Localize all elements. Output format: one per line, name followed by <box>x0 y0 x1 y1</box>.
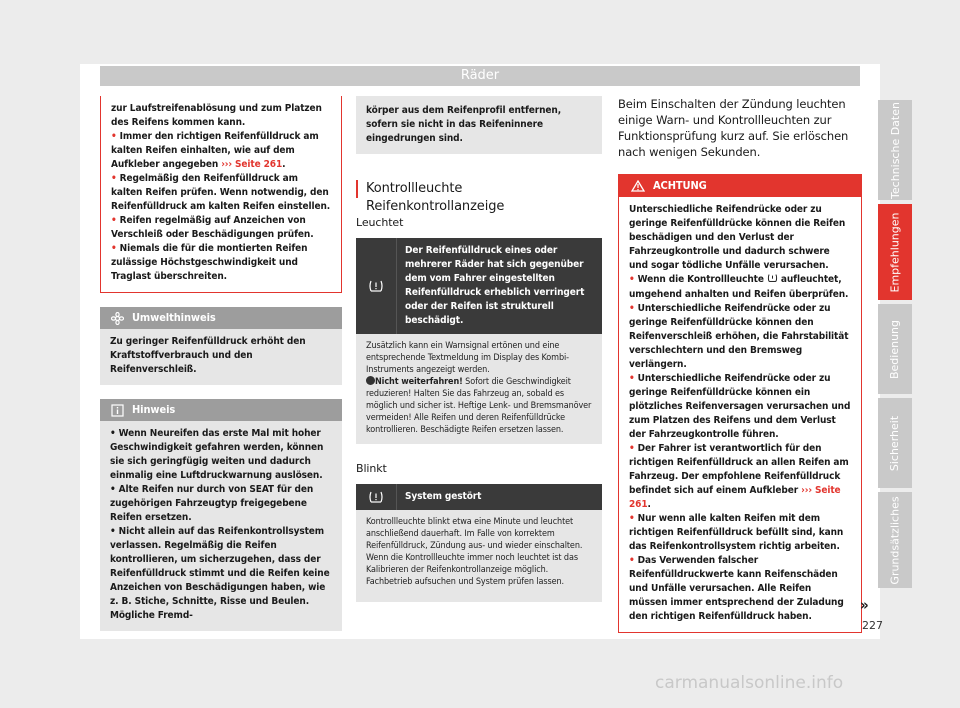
warning-item: • Immer den richtigen Reifenfülldruck am kalten Reifen einhalten, wie auf dem Aufkleber angegeben ››› Seite 261. <box>111 131 319 170</box>
tab-bedienung[interactable]: Bedienung <box>878 304 912 394</box>
environment-note-header <box>100 307 342 329</box>
hint-item: • Wenn Neureifen das erste Mal mit hoher Geschwindigkeit gefahren werden, können sie sich geringfügig weiten und dadurch einmalig eine Luftdruckwarnung auslösen. <box>110 428 324 481</box>
caution-item: • Unterschiedliche Reifendrücke oder zu geringe Reifenfülldrücke können den Reifenverschleiß erhöhen, die Fahrstabilität verschlechtern und den Bremsweg verlängern. <box>629 303 849 370</box>
hint-item: • Alte Reifen nur durch von SEAT für den zugehörigen Fahrzeugtyp freigegebene Reifen ersetzen. <box>110 484 314 523</box>
tab-technische-daten[interactable]: Technische Daten <box>878 100 912 200</box>
column-2 <box>356 96 602 602</box>
caution-item: • Nur wenn alle kalten Reifen mit dem richtigen Reifenfülldruck befüllt sind, kann das Reifenkontrollsystem richtig arbeiten. <box>629 513 844 552</box>
blinks-details: Kontrollleuchte blinkt etwa eine Minute und leuchtet anschließend dauerhaft. Im Falle von korrektem Reifenfülldruck, Zündung aus- und wieder einschalten. Wenn die Kontrollleuchte immer noch leuchtet ist das Kalibrieren der Reifenkontrollanzeige möglich. Fachbetrieb aufsuchen und System prüfen lassen. <box>356 510 602 602</box>
caution-title: ACHTUNG <box>653 179 707 192</box>
hint-header <box>100 399 342 421</box>
warning-item: • Reifen regelmäßig auf Anzeichen von Verschleiß oder Beschädigungen prüfen. <box>111 215 314 240</box>
lights-row <box>356 238 602 334</box>
column-1 <box>100 96 342 631</box>
warning-box-continued <box>100 96 342 293</box>
tire-pressure-icon <box>356 238 396 334</box>
environment-note-box <box>100 307 342 385</box>
lights-description: Der Reifenfülldruck eines oder mehrerer Räder hat sich gegenüber dem vom Fahrer eingestellten Reifenfülldruck erheblich verringert oder der Reifen ist strukturell beschädigt. <box>396 238 602 334</box>
caution-body <box>619 197 861 632</box>
tab-empfehlungen[interactable]: Empfehlungen <box>878 204 912 300</box>
blinks-row <box>356 484 602 510</box>
watermark: carmanualsonline.info <box>655 673 844 693</box>
lights-table <box>356 238 602 444</box>
section-title: Kontrollleuchte Reifenkontrollanzeige <box>356 180 602 198</box>
tab-grundsaetzliches[interactable]: Grundsätzliches <box>878 492 912 588</box>
continue-arrow: » <box>860 596 869 614</box>
warning-intro: zur Laufstreifenablösung und zum Platzen des Reifens kommen kann. <box>111 103 322 128</box>
tire-pressure-icon <box>356 484 396 510</box>
tab-sicherheit[interactable]: Sicherheit <box>878 398 912 488</box>
column-3 <box>618 96 862 633</box>
caution-item: • Wenn die Kontrollleuchte aufleuchtet, umgehend anhalten und Reifen überprüfen. <box>629 274 849 300</box>
warning-triangle-icon <box>631 180 645 192</box>
hint-body <box>100 421 342 631</box>
caution-item: • Das Verwenden falscher Reifenfülldruckwerte kann Reifenschäden und Unfälle verursachen. Alle Reifen müssen immer entsprechend der Zuladung den richtigen Reifenfülldruck haben. <box>629 555 844 622</box>
environment-note-body: Zu geringer Reifenfülldruck erhöht den Kraftstoffverbrauch und den Reifenverschleiß. <box>110 336 306 375</box>
caution-item: • Der Fahrer ist verantwortlich für den richtigen Reifenfülldruck an allen Reifen am Fahrzeug. Der empfohlene Reifenfülldruck befindet sich auf einem Aufkleber ››› Seite 261. <box>629 443 849 510</box>
intro-text: Beim Einschalten der Zündung leuchten einige Warn- und Kontrollleuchten zur Funktionsprüfung kurz auf. Sie erlöschen nach wenigen Sekunden. <box>618 97 849 159</box>
environment-note-title: Umwelthinweis <box>132 311 216 324</box>
lights-details: Zusätzlich kann ein Warnsignal ertönen und eine entsprechende Textmeldung im Display des Kombi-Instruments angezeigt werden. Nicht weiterfahren! Sofort die Geschwindigkeit reduzieren! Halten Sie das Fahrzeug an, sobald es möglich und sicher ist. Heftige Lenk- und Bremsmanöver vermeiden! Alle Reifen und deren Reifenfülldrücke kontrollieren. Beschädigte Reifen ersetzen lassen. <box>356 334 602 444</box>
hint-title: Hinweis <box>132 403 176 416</box>
caution-header <box>619 175 861 197</box>
caution-box <box>618 174 862 633</box>
hint-continued-text: körper aus dem Reifenprofil entfernen, sofern sie nicht in das Reifeninnere eingedrungen sind. <box>366 105 562 144</box>
blinks-label: Blinkt <box>356 462 387 475</box>
info-icon <box>110 403 124 417</box>
page-link[interactable]: ››› Seite 261 <box>221 159 283 170</box>
page-number: 227 <box>862 619 883 632</box>
hint-box-continued <box>356 96 602 154</box>
blinks-description: System gestört <box>396 484 602 510</box>
caution-lead: Unterschiedliche Reifendrücke oder zu geringe Reifenfülldrücke können die Reifen beschädigen und den Verlust der Fahrzeugkontrolle und dadurch schwere und sogar tödliche Unfälle verursachen. <box>629 204 846 271</box>
blinks-table <box>356 484 602 602</box>
warning-item: • Regelmäßig den Reifenfülldruck am kalten Reifen prüfen. Wenn notwendig, den Reifenfülldruck am kalten Reifen einstellen. <box>111 173 331 212</box>
warning-item: • Niemals die für die montierten Reifen zulässige Höchstgeschwindigkeit und Traglast überschreiten. <box>111 243 308 282</box>
lights-label: Leuchtet <box>356 216 404 229</box>
page-link[interactable]: ››› Seite 261 <box>629 485 841 510</box>
page-header: Räder <box>100 66 860 86</box>
stop-icon <box>366 376 375 385</box>
hint-box <box>100 399 342 631</box>
caution-item: • Unterschiedliche Reifendrücke oder zu geringe Reifenfülldrücke können ein plötzliches Reifenversagen verursachen und zum Platzen des Reifens und dem Verlust der Fahrzeugkontrolle führen. <box>629 373 851 440</box>
leaf-icon <box>110 311 124 325</box>
tire-pressure-icon <box>767 273 778 288</box>
hint-item: • Nicht allein auf das Reifenkontrollsystem verlassen. Regelmäßig die Reifen kontrollieren, um sicherzugehen, dass der Reifenfülldruck stimmt und die Reifen keine Anzeichen von Beschädigungen haben, wie z. B. Stiche, Schnitte, Risse und Beulen. Mögliche Fremd- <box>110 526 330 621</box>
